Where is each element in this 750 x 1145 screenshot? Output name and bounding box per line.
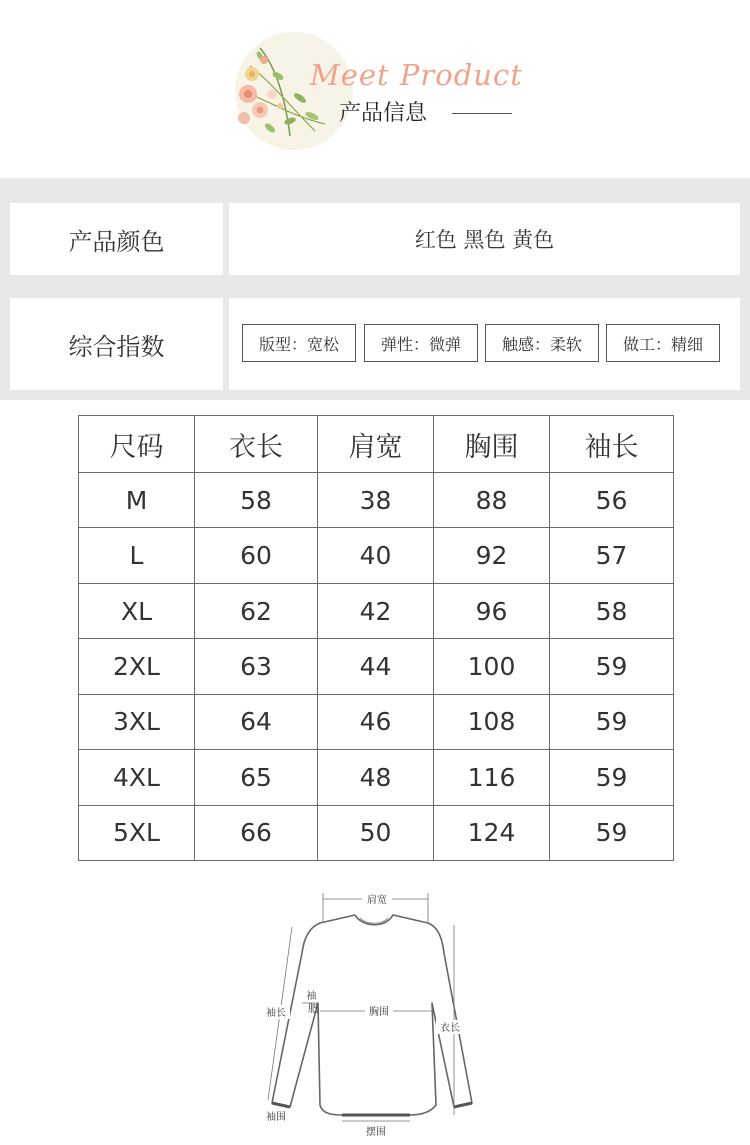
length-cell: 66 bbox=[195, 805, 318, 860]
header-chest: 胸围 bbox=[434, 416, 550, 473]
chest-cell: 92 bbox=[434, 528, 550, 583]
meet-product-title: Meet Product bbox=[310, 58, 523, 92]
hem-label: 摆围 bbox=[366, 1127, 386, 1138]
product-info-header bbox=[0, 0, 750, 175]
sleeve-cell: 59 bbox=[550, 750, 674, 805]
sleeve-width-char-1: 袖 bbox=[306, 991, 317, 1002]
sleeve-cell: 58 bbox=[550, 583, 674, 638]
sleeve-cell: 56 bbox=[550, 473, 674, 528]
table-row bbox=[79, 805, 674, 860]
length-cell: 62 bbox=[195, 583, 318, 638]
sleeve-cell: 59 bbox=[550, 694, 674, 749]
size-cell: 5XL bbox=[79, 805, 195, 860]
chest-cell: 96 bbox=[434, 583, 550, 638]
size-cell: M bbox=[79, 473, 195, 528]
tag-elasticity: 弹性：微弹 bbox=[364, 324, 478, 362]
size-cell: L bbox=[79, 528, 195, 583]
chest-cell: 88 bbox=[434, 473, 550, 528]
sleeve-width-char-2: 肥 bbox=[308, 1004, 318, 1015]
size-table bbox=[78, 415, 674, 861]
header-length: 衣长 bbox=[195, 416, 318, 473]
size-cell: 2XL bbox=[79, 639, 195, 694]
table-row bbox=[79, 473, 674, 528]
table-row bbox=[79, 639, 674, 694]
section-title: 产品信息 bbox=[339, 101, 428, 126]
length-label: 衣长 bbox=[440, 1023, 460, 1034]
table-row bbox=[79, 528, 674, 583]
sleeve-cell: 59 bbox=[550, 805, 674, 860]
size-cell: 4XL bbox=[79, 750, 195, 805]
table-row bbox=[79, 750, 674, 805]
tag-fit: 版型：宽松 bbox=[242, 324, 356, 362]
shoulder-cell: 50 bbox=[318, 805, 434, 860]
shoulder-cell: 42 bbox=[318, 583, 434, 638]
chest-cell: 108 bbox=[434, 694, 550, 749]
tag-workmanship: 做工：精细 bbox=[606, 324, 720, 362]
shoulder-cell: 48 bbox=[318, 750, 434, 805]
table-header-row bbox=[79, 416, 674, 473]
chest-cell: 124 bbox=[434, 805, 550, 860]
sleeve-cell: 57 bbox=[550, 528, 674, 583]
color-values: 红色 黑色 黄色 bbox=[414, 228, 555, 252]
length-cell: 64 bbox=[195, 694, 318, 749]
shoulder-cell: 44 bbox=[318, 639, 434, 694]
header-sleeve: 袖长 bbox=[550, 416, 674, 473]
shoulder-label: 肩宽 bbox=[367, 895, 387, 906]
size-cell: 3XL bbox=[79, 694, 195, 749]
sleeve-width-label bbox=[306, 989, 319, 1015]
size-cell: XL bbox=[79, 583, 195, 638]
table-row bbox=[79, 694, 674, 749]
floral-decoration-icon bbox=[230, 36, 340, 148]
shoulder-cell: 46 bbox=[318, 694, 434, 749]
shoulder-cell: 40 bbox=[318, 528, 434, 583]
sleeve-length-label: 袖长 bbox=[266, 1008, 286, 1019]
index-label: 综合指数 bbox=[68, 332, 165, 361]
header-shoulder: 肩宽 bbox=[318, 416, 434, 473]
length-cell: 58 bbox=[195, 473, 318, 528]
chest-cell: 116 bbox=[434, 750, 550, 805]
title-divider bbox=[452, 113, 512, 114]
tag-feel: 触感：柔软 bbox=[485, 324, 599, 362]
chest-label: 胸围 bbox=[369, 1007, 389, 1018]
garment-measurement-diagram bbox=[250, 885, 480, 1140]
color-label: 产品颜色 bbox=[68, 227, 165, 256]
chest-cell: 100 bbox=[434, 639, 550, 694]
sleeve-cell: 59 bbox=[550, 639, 674, 694]
length-cell: 60 bbox=[195, 528, 318, 583]
table-row bbox=[79, 583, 674, 638]
length-cell: 65 bbox=[195, 750, 318, 805]
length-cell: 63 bbox=[195, 639, 318, 694]
cuff-label: 袖围 bbox=[266, 1112, 286, 1123]
header-size: 尺码 bbox=[79, 416, 195, 473]
shoulder-cell: 38 bbox=[318, 473, 434, 528]
